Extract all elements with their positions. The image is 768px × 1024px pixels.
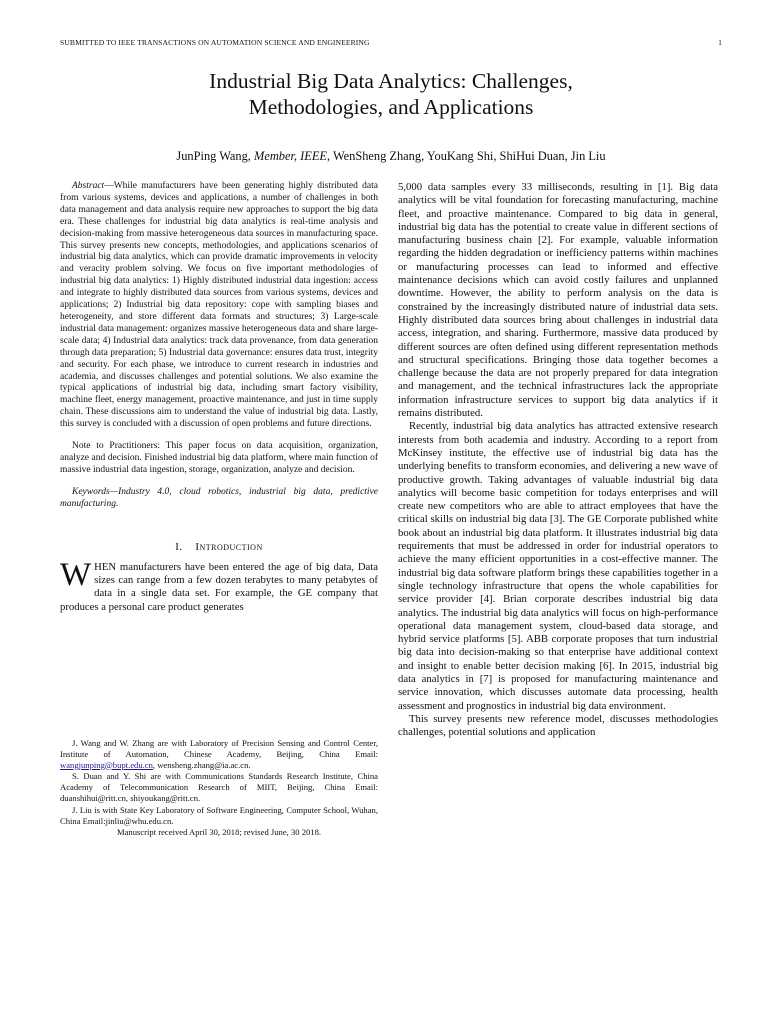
author-list xyxy=(60,149,722,164)
footnote-1-text: J. Wang and W. Zhang are with Laboratory of Precision Sensing and Control Center, Institute of Automation, Chinese Academy, Beijing, China Email: xyxy=(60,738,378,759)
title-line-1: Industrial Big Data Analytics: Challenges, xyxy=(209,69,573,93)
body-paragraph-3: This survey presents new reference model, discusses methodologies challenges, potential solutions and application xyxy=(398,712,718,739)
abstract-body: —While manufacturers have been generating highly distributed data from various systems, devices and applications, a number of challenges in both data management and data analysis require new approaches to support the big data era. These challenges for industrial big data analytics is real-time analysis and decision-making from massive heterogeneous data sources in manufacturing space. This survey presents new concepts, methodologies, and applications scenarios of industrial big data analytics, which can provide dramatic improvements in velocity and veracity problem solving. We focus on five important methodologies of industrial big data analytics: 1) Highly distributed industrial data ingestion: access and integrate to highly distributed data sources from various systems, devices and applications; 2) Industrial big data repository: cope with sampling biases and heterogeneity, and store different data formats and structures; 3) Large-scale industrial data management: organizes massive heterogeneous data and share large-scale data; 4) Industrial data analytics: track data provenance, from data generation through data preparation; 5) Industrial data governance: ensures data trust, integrity and security. For each phase, we introduce to current research in industries and academia, and discusses challenges and potential solutions. We also examine the typical applications of industrial big data, including smart factory visibility, machine fleet, energy management, proactive maintenance, and just in time supply chain. These discussions aim to understand the value of industrial big data. Lastly, this survey is concluded with a discussion of open problems and future directions. xyxy=(60,181,378,430)
keywords: Keywords—Industry 4.0, cloud robotics, industrial big data, predictive manufacturing. xyxy=(60,486,378,509)
running-header xyxy=(60,38,722,52)
section-number: I. xyxy=(175,540,183,553)
footnote-affiliation-1 xyxy=(60,738,378,770)
abstract xyxy=(60,181,378,431)
footnotes xyxy=(60,738,378,839)
footnote-1-tail: , wensheng.zhang@ia.ac.cn. xyxy=(152,759,251,770)
running-title: SUBMITTED TO IEEE TRANSACTIONS ON AUTOMATION SCIENCE AND ENGINEERING xyxy=(60,38,370,47)
footnote-affiliation-3: J. Liu is with State Key Laboratory of Software Engineering, Computer School, Wuhan, China Email:jinliu@whu.edu.cn. xyxy=(60,804,378,826)
intro-paragraph xyxy=(60,556,378,615)
author-membership: Member, IEEE xyxy=(254,149,327,163)
note-to-practitioners: Note to Practitioners: This paper focus on data acquisition, organization, analyze and decision. Finished industrial big data platform, where main function of massive industrial data ingestion, storage, organization, analyze and decision. xyxy=(60,441,378,475)
section-title: Introduction xyxy=(195,540,263,553)
intro-text: HEN manufacturers have been entered the age of big data, Data sizes can range from a few dozen terabytes to many petabytes of data in a single data set. For example, the GE company that produces a personal care product generates xyxy=(60,560,378,613)
paper-title xyxy=(60,68,722,120)
title-line-2: Methodologies, and Applications xyxy=(248,95,534,119)
right-column xyxy=(398,181,718,739)
section-heading xyxy=(60,541,378,553)
body-paragraph-2: Recently, industrial big data analytics has attracted extensive research interests from both academia and industry. According to a report from McKinsey institute, the effective use of industrial big data has the underlying benefits to transform economies, and delivering a new wave of productive growth. Taking advantages of valuable industrial big data analytics will become basic competition for todays enterprises and will create new competitors who are able to attract employees that have the critical skills on industrial big data [3]. The GE Corporate published white book about an industrial big data platform. It illustrates industrial big data requirements that must be addressed in order for industrial operators to achieve the many efficient opportunities in a cost-effective manner. The industrial big data software platform brings these capabilities together in a single technology infrastructure that opens the whole capabilities for service provider [4]. Brian corporate describes industrial big data analytics. The industrial big data analytics will focus on high-performance operational data management system, cloud-based data storage, and hybrid service platforms [5]. ABB corporate proposes that turn industrial big data into decision-making so that enterprise have additional context and insight to enable better decision making [6]. In 2015, industrial big data analytics in [7] is proposed for manufacturing maintenance and service innovation, which discusses automate data processing, health assessment and prognostics in industrial big data environment. xyxy=(398,420,718,712)
page-number: 1 xyxy=(718,38,722,47)
manuscript-dates: Manuscript received April 30, 2018; revised June, 30 2018. xyxy=(116,827,322,838)
abstract-lead: Abstract xyxy=(72,181,105,191)
drop-cap: W xyxy=(60,556,92,593)
left-column xyxy=(60,181,378,614)
author-rest: , WenSheng Zhang, YouKang Shi, ShiHui Duan, Jin Liu xyxy=(326,149,606,163)
author-first: JunPing Wang, xyxy=(176,149,255,163)
footnote-affiliation-2: S. Duan and Y. Shi are with Communications Standards Research Institute, China Academy of Telecommunication Research of MIIT, Beijing, China Email: duanshihui@ritt.cn, shiyoukang@ritt.cn. xyxy=(60,771,378,803)
body-paragraph-1: 5,000 data samples every 33 milliseconds, resulting in [1]. Big data analytics will be vital foundation for forecasting manufacturing, machine fleet, and proactive maintenance. Compared to big data in general, industrial big data has the potential to create value in different sections of manufacturing business chain [2]. For example, valuable information regarding the hidden degradation or inefficiency patterns within machines or manufacturing processes can lead to informed and effective maintenance decisions which can avoid costly failures and unplanned downtime. However, the ability to perform analysis on the data is constrained by the increasingly distributed nature of industrial data sets. Highly distributed data sources bring about challenges in industrial data access, integration, and sharing. Furthermore, massive data produced by different sources are often defined using different representation methods and structural specifications. Bringing those data together becomes a challenge because the data are not properly prepared for data integration and management, and the technical infrastructures lack the appropriate information infrastructure services to support big data analytics if it remains distributed. xyxy=(398,181,718,420)
email-link[interactable]: wangjunping@bupt.edu.cn xyxy=(60,759,153,770)
